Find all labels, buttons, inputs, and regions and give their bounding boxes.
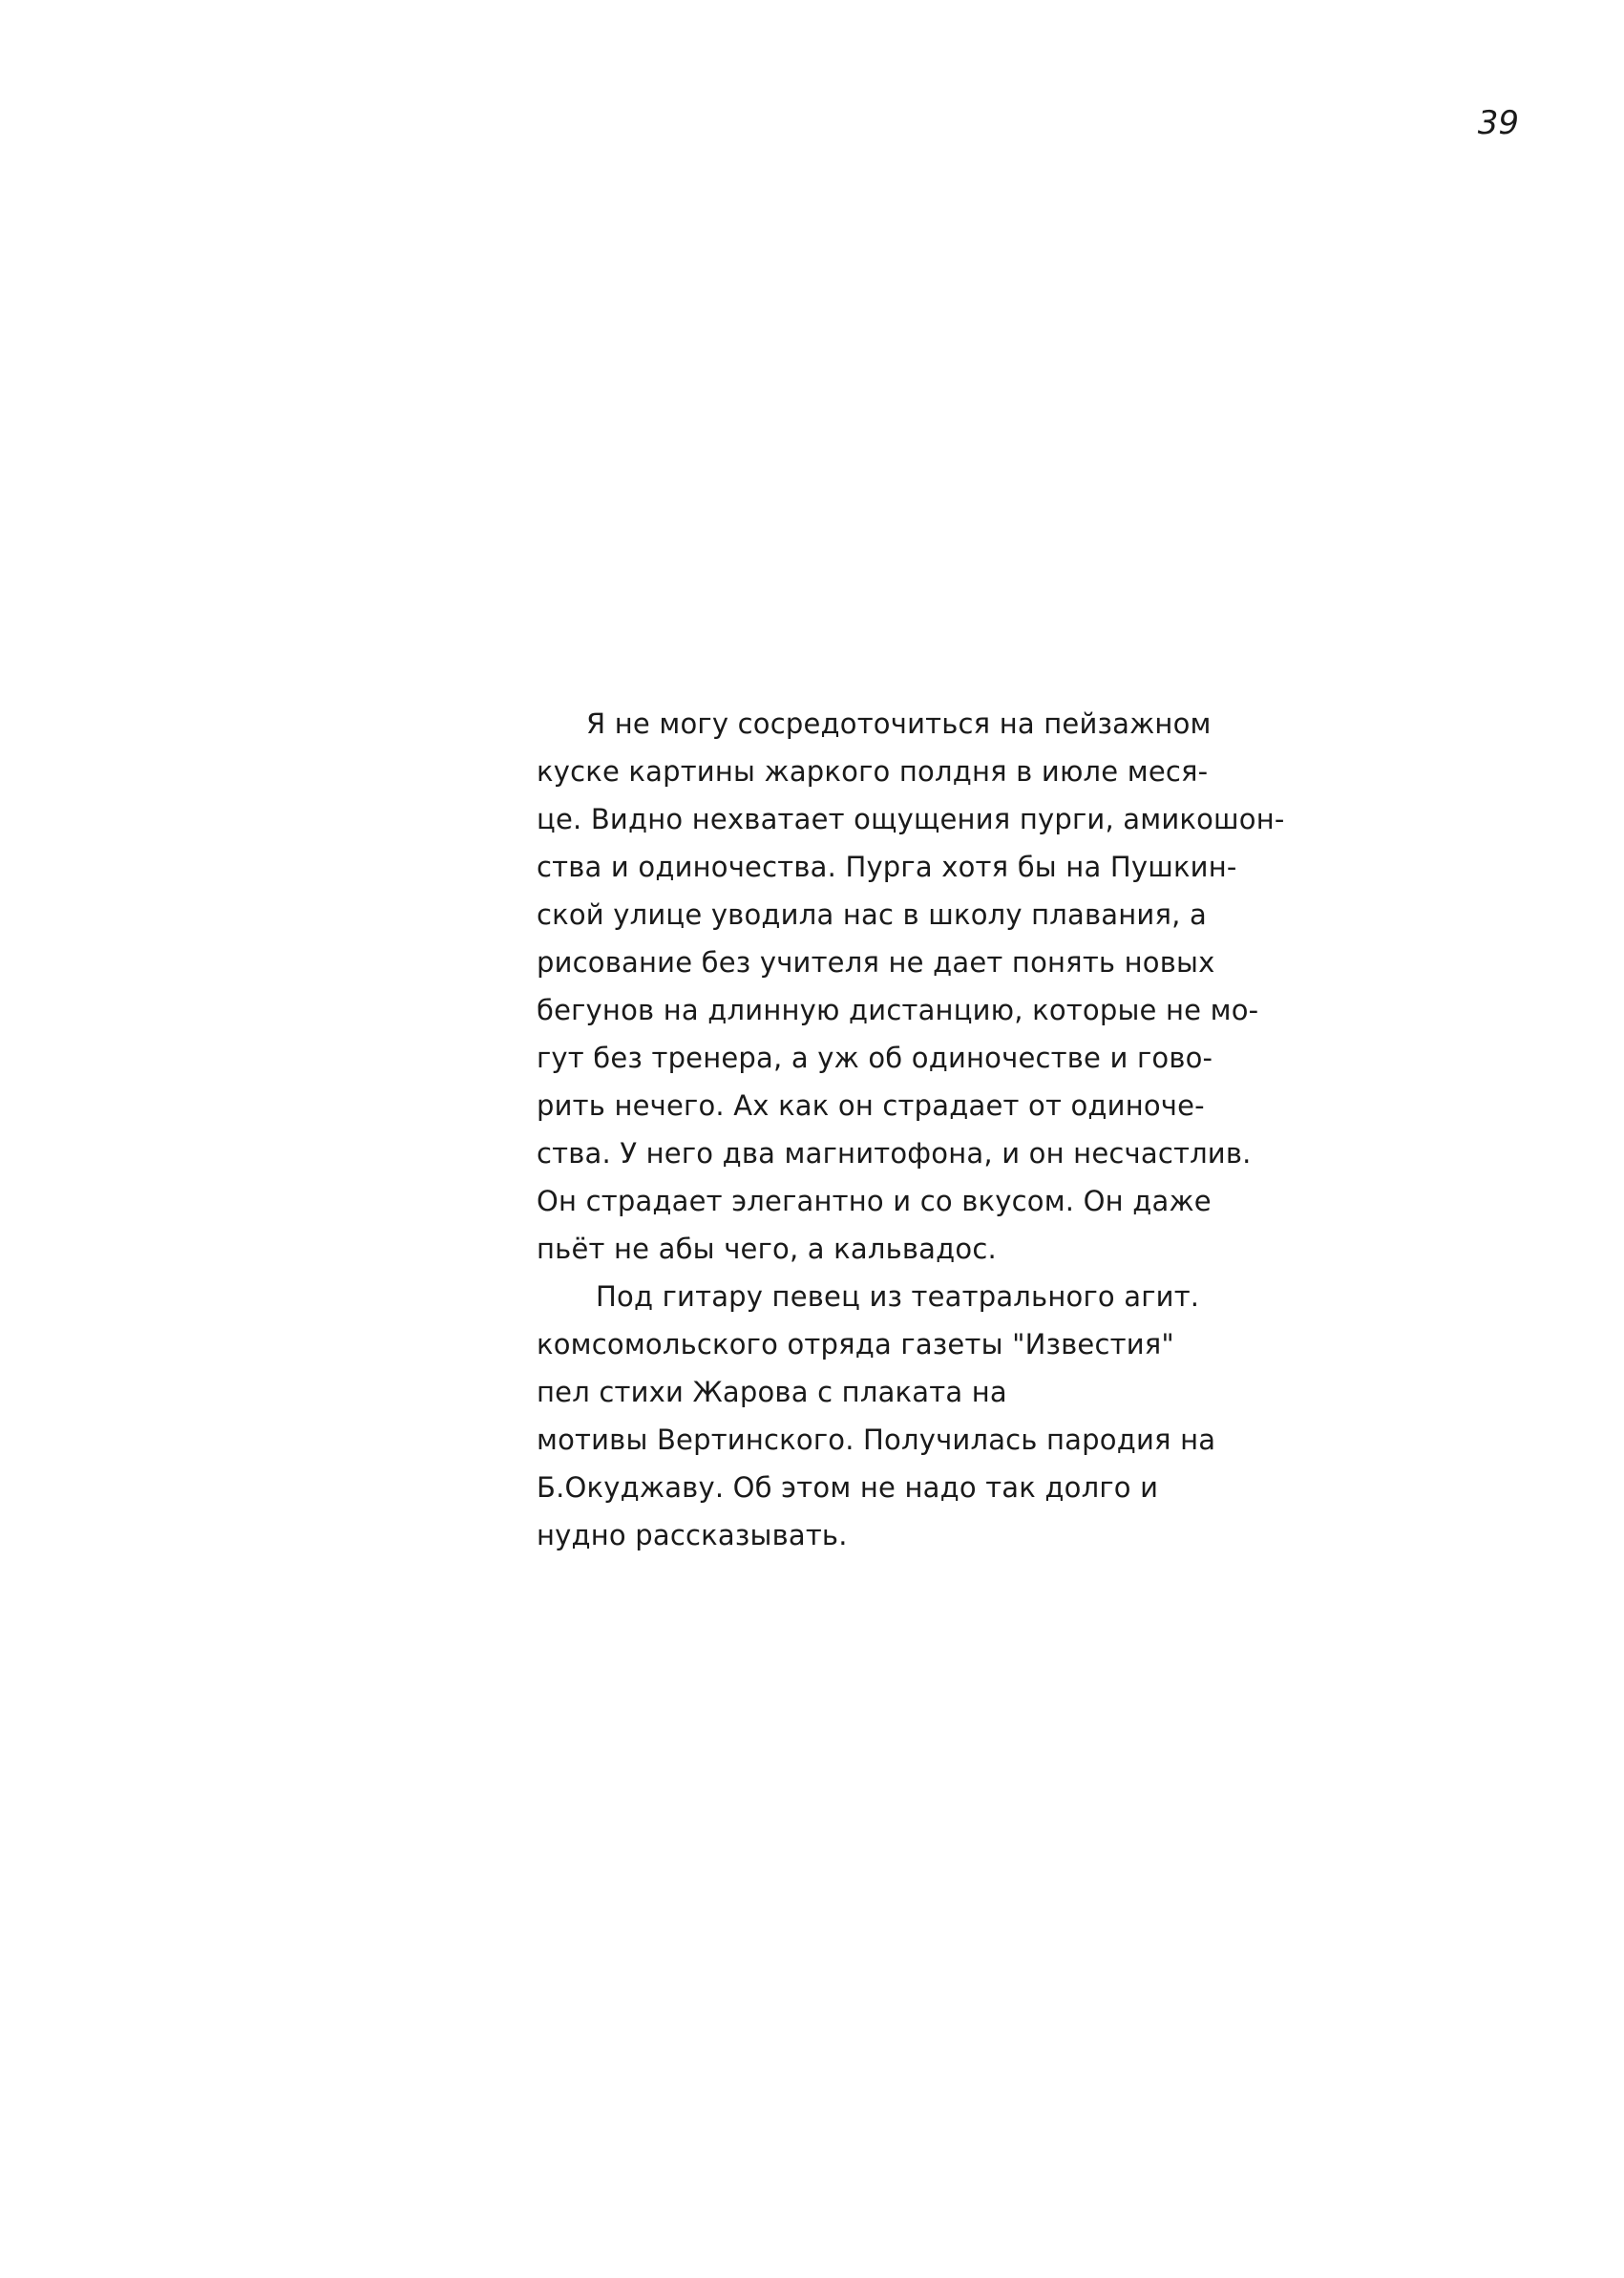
- text-line: Я не могу сосредоточиться на пейзажном: [586, 707, 1212, 740]
- text-line: пел стихи Жарова с плаката на: [537, 1376, 1007, 1408]
- text-line: Он страдает элегантно и со вкусом. Он даже: [537, 1185, 1212, 1217]
- text-line: комсомольского отряда газеты "Известия": [537, 1328, 1174, 1360]
- text-line: Б.Окуджаву. Об этом не надо так долго и: [537, 1471, 1159, 1504]
- text-line: це. Видно нехватает ощущения пурги, амикошон-: [537, 803, 1285, 835]
- body-text: [537, 700, 1285, 1559]
- text-line: пьёт не абы чего, а кальвадос.: [537, 1233, 997, 1265]
- text-line: рисование без учителя не дает понять новых: [537, 946, 1215, 979]
- text-line: Под гитару певец из театрального агит.: [596, 1280, 1200, 1313]
- text-line: куске картины жаркого полдня в июле меся-: [537, 755, 1209, 788]
- text-line: ства. У него два магнитофона, и он несчастлив.: [537, 1137, 1252, 1170]
- text-line: ства и одиночества. Пурга хотя бы на Пушкин-: [537, 851, 1237, 883]
- text-line: ской улице уводила нас в школу плавания, а: [537, 898, 1207, 931]
- text-line: рить нечего. Ах как он страдает от одиноче-: [537, 1089, 1205, 1122]
- text-line: гут без тренера, а уж об одиночестве и гово-: [537, 1042, 1213, 1074]
- page-number: 39: [1477, 104, 1519, 142]
- paragraph-2: [537, 1273, 1224, 1559]
- text-line: нудно рассказывать.: [537, 1519, 848, 1551]
- paragraph-1: [537, 700, 1285, 1273]
- text-line: мотивы Вертинского. Получилась пародия на: [537, 1424, 1216, 1456]
- text-line: бегунов на длинную дистанцию, которые не мо-: [537, 994, 1259, 1026]
